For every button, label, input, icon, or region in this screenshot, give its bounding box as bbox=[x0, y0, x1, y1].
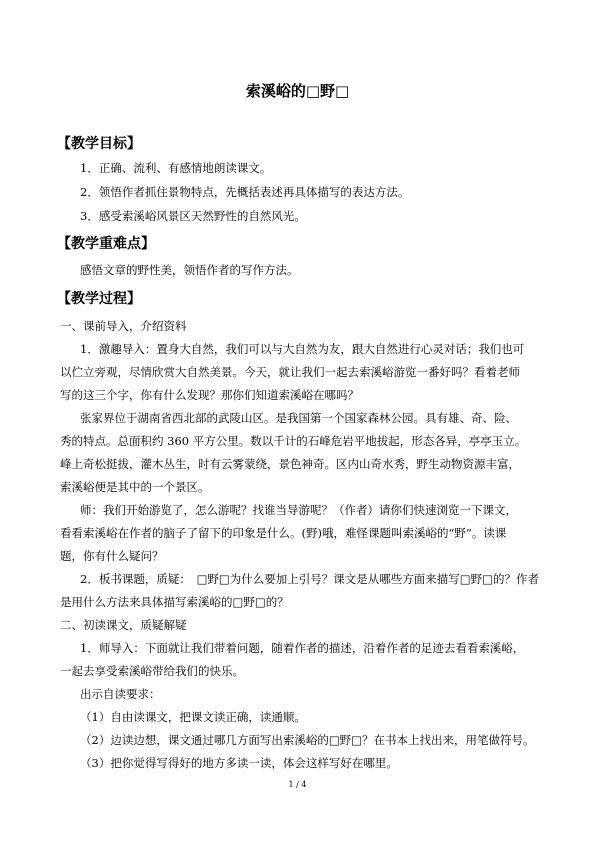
goal-item: 3．感受索溪峪风景区天然野性的自然风光。 bbox=[80, 209, 306, 223]
body-line: 一起去享受索溪峪带给我们的快乐。 bbox=[60, 664, 244, 678]
body-line: 索溪峪便是其中的一个景区。 bbox=[60, 480, 210, 494]
body-line: 一、课前导入，介绍资料 bbox=[60, 319, 187, 333]
body-line: 张家界位于湖南省西北部的武陵山区。是我国第一个国家森林公园。具有雄、奇、险、 bbox=[80, 411, 517, 425]
body-line: 师：我们开始游览了，怎么游呢？找谁当导游呢？（作者）请你们快速浏览一下课文， bbox=[80, 503, 517, 517]
page-title: 索溪峪的□野□ bbox=[245, 82, 350, 100]
body-line: 2．板书课题，质疑： □野□为什么要加上引号？课文是从哪些方面来描写□野□的？作者 bbox=[80, 572, 540, 586]
body-line: 题，你有什么疑问？ bbox=[60, 549, 164, 563]
body-line: （2）边读边想，课文通过哪几方面写出索溪峪的□野□？在书本上找出来，用笔做符号。 bbox=[80, 733, 535, 747]
body-line: 是用什么方法来具体描写索溪峪的□野□的？ bbox=[60, 595, 289, 609]
body-line: 1．师导入：下面就让我们带着问题，随着作者的描述，沿着作者的足迹去看看索溪峪， bbox=[80, 641, 525, 655]
goal-item: 1．正确、流利、有感情地朗读课文。 bbox=[80, 161, 272, 175]
key-points-text: 感悟文章的野性美，领悟作者的写作方法。 bbox=[80, 263, 299, 277]
goals-heading: 【教学目标】 bbox=[57, 136, 141, 152]
body-line: 以伫立旁观，尽情欣赏大自然美景。今天，就让我们一起去索溪峪游览一番好吗？看着老师 bbox=[60, 365, 520, 379]
body-line: 秀的特点。总面积约 360 平方公里。数以千计的石峰危岩平地拔起，形态各异，亭亭玉立。 bbox=[60, 434, 527, 448]
body-line: （3）把你觉得写得好的地方多读一读，体会这样写好在哪里。 bbox=[80, 756, 398, 770]
body-line: （1）自由读课文，把课文读正确，读通顺。 bbox=[80, 710, 306, 724]
body-line: 出示自读要求： bbox=[80, 687, 161, 701]
body-line: 峰上奇松挺拔，灌木丛生，时有云雾蒙绕，景色神奇。区内山奇水秀，野生动物资源丰富， bbox=[60, 457, 520, 471]
body-line: 写的这三个字，你有什么发现？那你们知道索溪峪在哪吗？ bbox=[60, 388, 359, 402]
key-points-heading: 【教学重难点】 bbox=[57, 236, 155, 252]
body-line: 看看索溪峪在作者的脑子了留下的印象是什么。(野)哦，难怪课题叫索溪峪的“野”。读课 bbox=[60, 526, 507, 540]
goal-item: 2．领悟作者抓住景物特点，先概括表述再具体描写的表达方法。 bbox=[80, 185, 410, 199]
body-line: 二、初读课文，质疑解疑 bbox=[60, 618, 187, 632]
page-number: 1 / 4 bbox=[288, 780, 307, 789]
process-heading: 【教学过程】 bbox=[57, 291, 141, 307]
body-line: 1．激趣导入：置身大自然，我们可以与大自然为友，跟大自然进行心灵对话；我们也可 bbox=[80, 342, 525, 356]
